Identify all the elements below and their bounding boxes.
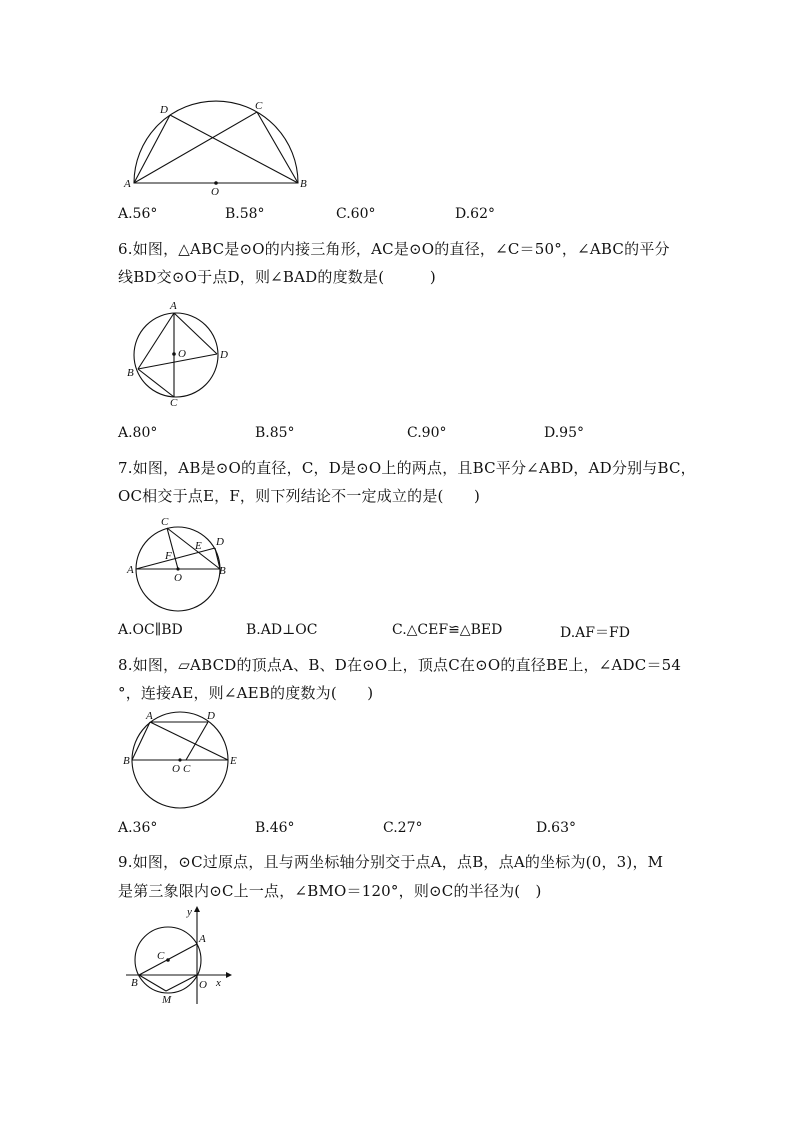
q7-label-e: E <box>195 540 202 552</box>
q5-label-a: A <box>124 178 131 190</box>
q9-figure-svg <box>122 904 234 1008</box>
q5-label-c: C <box>255 100 263 112</box>
q8-stem-line-1: 8.如图，▱ABCD的顶点A、B、D在⊙O上，顶点C在⊙O的直径BE上，∠ADC＝54 <box>118 656 682 674</box>
q7-stem-line-2: OC相交于点E，F，则下列结论不一定成立的是( ) <box>118 487 481 505</box>
q5-option-d[interactable]: D.62° <box>455 206 495 222</box>
q6-stem-line-1: 6.如图，△ABC是⊙O的内接三角形，AC是⊙O的直径，∠C＝50°，∠ABC的平分 <box>118 240 670 258</box>
q5-figure-svg <box>120 98 310 198</box>
q6-label-c: C <box>170 397 178 409</box>
q9-label-c: C <box>157 950 165 962</box>
q8-label-e: E <box>230 755 237 767</box>
q5-label-o: O <box>211 186 219 198</box>
q5-figure <box>120 98 310 198</box>
q9-label-a: A <box>199 933 206 945</box>
q6-figure <box>122 298 242 410</box>
q6-stem-line-2: 线BD交⊙O于点D，则∠BAD的度数是( ) <box>118 268 436 286</box>
q6-option-d[interactable]: D.95° <box>544 425 584 441</box>
q8-option-a[interactable]: A.36° <box>118 820 158 836</box>
q9-stem-line-2: 是第三象限内⊙C上一点，∠BMO＝120°，则⊙C的半径为( ) <box>118 882 542 900</box>
q7-option-b[interactable]: B.AD⊥OC <box>246 622 318 638</box>
q9-label-b: B <box>131 977 138 989</box>
q8-option-c[interactable]: C.27° <box>383 820 423 836</box>
q7-label-f: F <box>165 550 172 562</box>
q8-stem-line-2: °，连接AE，则∠AEB的度数为( ) <box>118 684 374 702</box>
q8-label-o: O <box>172 763 180 775</box>
q7-label-d: D <box>216 536 224 548</box>
q6-option-c[interactable]: C.90° <box>407 425 447 441</box>
q7-label-b: B <box>219 565 226 577</box>
q7-option-a[interactable]: A.OC∥BD <box>118 622 183 638</box>
q8-label-b: B <box>123 755 130 767</box>
q7-label-c: C <box>161 516 169 528</box>
q9-label-o: O <box>199 979 207 991</box>
q6-option-b[interactable]: B.85° <box>255 425 295 441</box>
q7-option-c[interactable]: C.△CEF≌△BED <box>392 622 503 638</box>
q8-label-d: D <box>207 710 215 722</box>
q6-label-a: A <box>170 300 177 312</box>
q7-label-o: O <box>174 572 182 584</box>
q9-figure <box>122 904 234 1008</box>
q9-label-y: y <box>187 906 192 918</box>
q9-label-m: M <box>162 994 172 1006</box>
q5-option-c[interactable]: C.60° <box>336 206 376 222</box>
q6-label-o: O <box>178 348 186 360</box>
q5-label-b: B <box>300 178 307 190</box>
q7-option-d[interactable]: D.AF＝FD <box>560 625 630 641</box>
q6-figure-svg <box>122 298 242 410</box>
q7-stem-line-1: 7.如图，AB是⊙O的直径，C，D是⊙O上的两点，且BC平分∠ABD，AD分别与BC， <box>118 459 696 477</box>
q6-label-d: D <box>220 349 228 361</box>
q8-label-c: C <box>183 763 191 775</box>
q7-label-a: A <box>127 564 134 576</box>
q6-label-b: B <box>127 367 134 379</box>
q9-stem-line-1: 9.如图，⊙C过原点，且与两坐标轴分别交于点A，点B，点A的坐标为(0，3)，M <box>118 853 664 871</box>
q8-figure <box>120 706 250 812</box>
q8-label-a: A <box>146 710 153 722</box>
q9-label-x: x <box>216 977 221 989</box>
q8-figure-svg <box>120 706 250 812</box>
q8-option-b[interactable]: B.46° <box>255 820 295 836</box>
q5-option-b[interactable]: B.58° <box>225 206 265 222</box>
q8-option-d[interactable]: D.63° <box>536 820 576 836</box>
q5-option-a[interactable]: A.56° <box>118 206 158 222</box>
q5-label-d: D <box>160 104 168 116</box>
q7-figure <box>122 514 242 614</box>
q7-figure-svg <box>122 514 242 614</box>
q6-option-a[interactable]: A.80° <box>118 425 158 441</box>
